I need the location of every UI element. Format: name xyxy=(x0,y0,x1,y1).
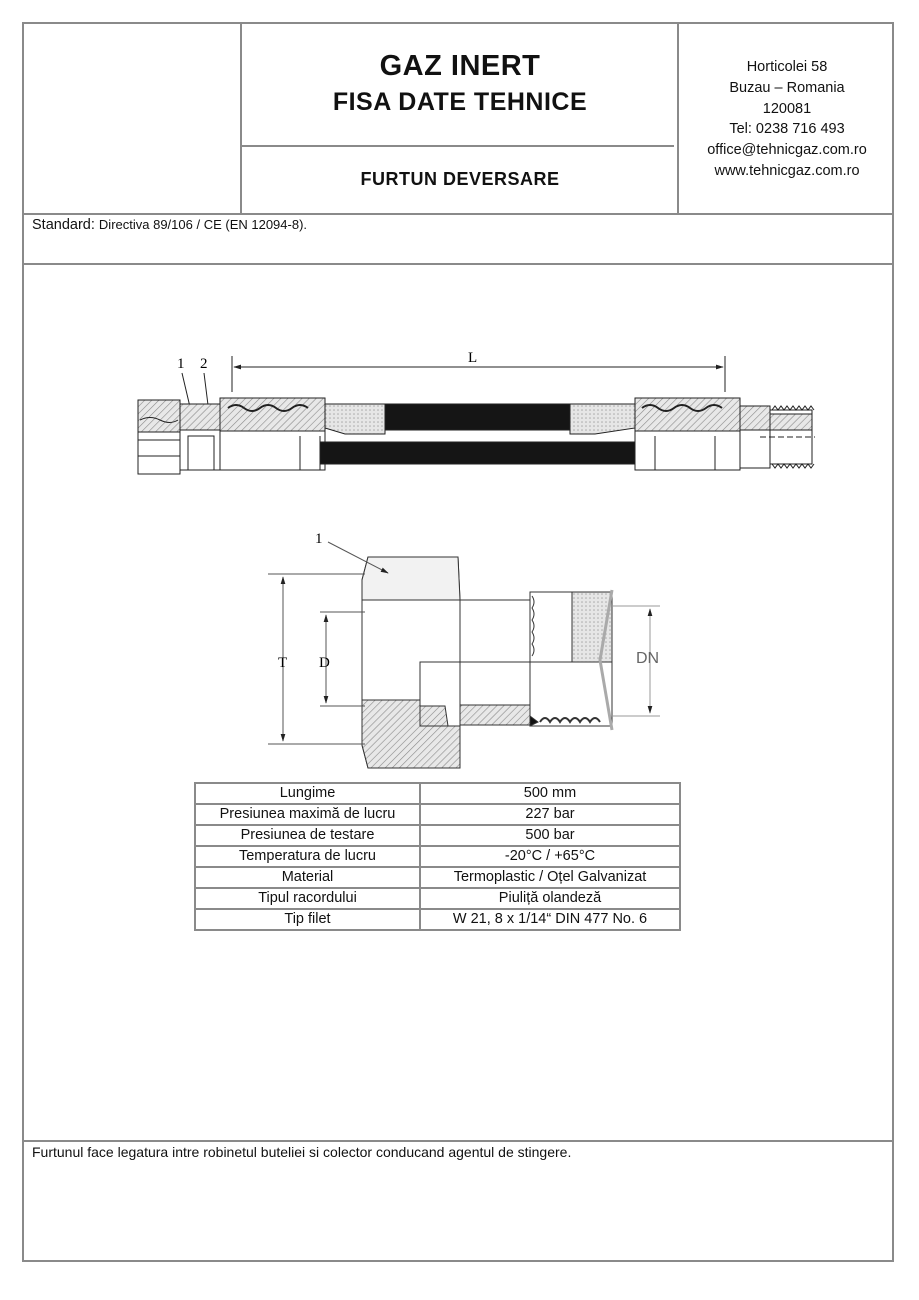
label-part-2: 2 xyxy=(200,356,208,372)
spec-value: 500 bar xyxy=(420,825,680,846)
leader-1 xyxy=(182,373,190,407)
specs-table xyxy=(194,782,681,931)
table-row xyxy=(195,846,680,867)
leader-2 xyxy=(204,373,208,405)
hose-body-outer xyxy=(320,442,635,464)
spec-param: Material xyxy=(195,867,420,888)
contact-phone: Tel: 0238 716 493 xyxy=(729,121,845,138)
detail-label-part-1: 1 xyxy=(315,531,323,547)
hose-body-section xyxy=(385,404,570,430)
standard-label: Standard: xyxy=(32,217,95,233)
document-subtitle: FISA DATE TEHNICE xyxy=(332,88,588,116)
spec-param: Tip filet xyxy=(195,909,420,930)
product-name: FURTUN DEVERSARE xyxy=(360,169,560,189)
spec-value: W 21, 8 x 1/14“ DIN 477 No. 6 xyxy=(420,909,680,930)
table-row xyxy=(195,909,680,930)
table-row xyxy=(195,783,680,804)
contact-email: office@tehnicgaz.com.ro xyxy=(707,142,867,159)
contact-website: www.tehnicgaz.com.ro xyxy=(714,162,860,179)
standard-value: Directiva 89/106 / CE (EN 12094-8). xyxy=(98,217,308,232)
table-row xyxy=(195,888,680,909)
contact-zip: 120081 xyxy=(762,100,812,117)
contact-city: Buzau – Romania xyxy=(729,79,845,96)
spec-param: Temperatura de lucru xyxy=(195,846,420,867)
label-length: L xyxy=(468,350,478,366)
spec-param: Presiunea de testare xyxy=(195,825,420,846)
spec-value: Piuliță olandeză xyxy=(420,888,680,909)
connector-detail xyxy=(362,557,612,768)
label-dim-dn: DN xyxy=(636,650,660,667)
table-row xyxy=(195,804,680,825)
spec-value: 227 bar xyxy=(420,804,680,825)
contact-street: Horticolei 58 xyxy=(746,59,828,75)
document-title: GAZ INERT xyxy=(379,50,541,82)
spec-param: Presiunea maximă de lucru xyxy=(195,804,420,825)
table-row xyxy=(195,825,680,846)
table-row xyxy=(195,867,680,888)
spec-param: Lungime xyxy=(195,783,420,804)
spec-value: 500 mm xyxy=(420,783,680,804)
label-dim-d: D xyxy=(319,655,330,671)
spec-param: Tipul racordului xyxy=(195,888,420,909)
spec-value: -20°C / +65°C xyxy=(420,846,680,867)
footer-description: Furtunul face legatura intre robinetul buteliei si colector conducand agentul de stingere. xyxy=(32,1144,572,1160)
label-dim-t: T xyxy=(278,655,288,671)
spec-value: Termoplastic / Oțel Galvanizat xyxy=(420,867,680,888)
label-part-1: 1 xyxy=(177,356,185,372)
hose-assembly xyxy=(138,356,815,474)
